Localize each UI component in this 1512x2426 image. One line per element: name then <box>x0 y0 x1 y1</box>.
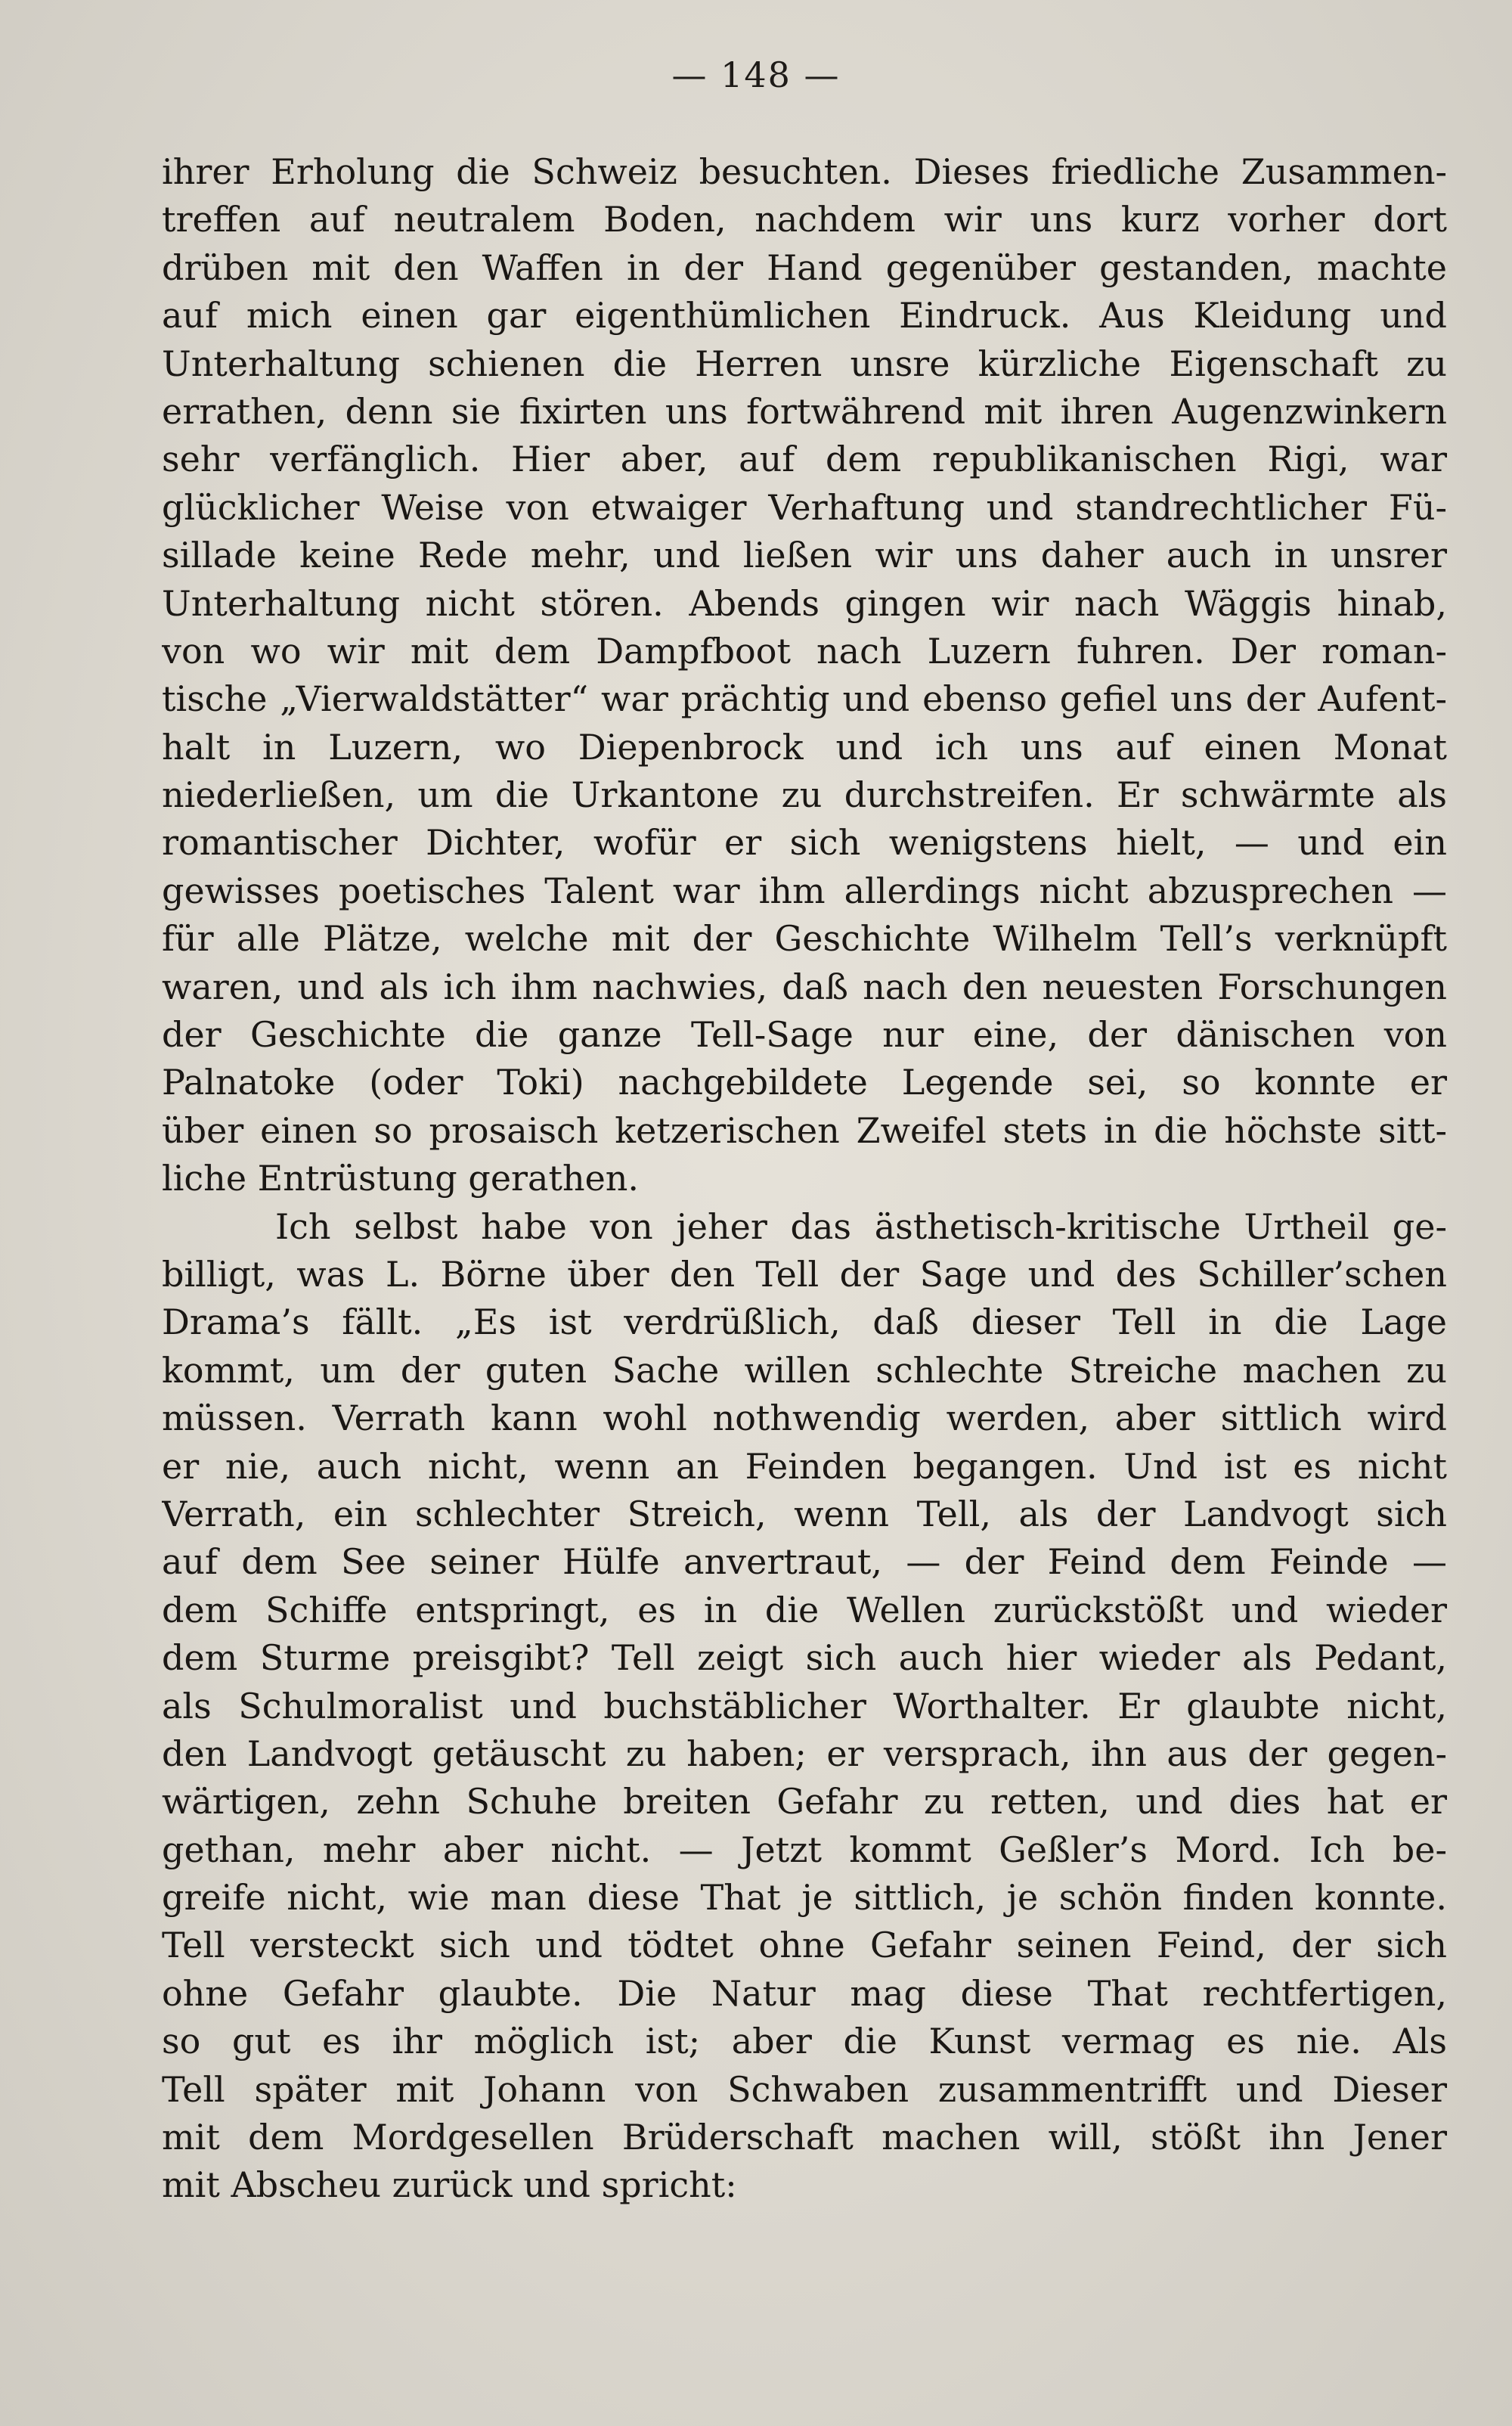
text-line: gewisses poetisches Talent war ihm allerdings nicht abzusprechen — <box>162 870 1447 911</box>
text-line: gethan, mehr aber nicht. — Jetzt kommt Geßler’s Mord. Ich be- <box>162 1829 1447 1870</box>
text-line: kommt, um der guten Sache willen schlechte Streiche machen zu <box>162 1349 1447 1391</box>
text-line: dem Schiffe entspringt, es in die Wellen zurückstößt und wieder <box>162 1589 1447 1630</box>
text-line: niederließen, um die Urkantone zu durchstreifen. Er schwärmte als <box>162 774 1447 816</box>
text-line: wärtigen, zehn Schuhe breiten Gefahr zu retten, und dies hat er <box>162 1781 1447 1823</box>
text-line: der Geschichte die ganze Tell-Sage nur eine, der dänischen von <box>162 1014 1447 1056</box>
text-line: treffen auf neutralem Boden, nachdem wir uns kurz vorher dort <box>162 199 1447 240</box>
text-line: tische „Vierwaldstätter“ war prächtig und ebenso gefiel uns der Aufent- <box>162 678 1447 720</box>
text-line: so gut es ihr möglich ist; aber die Kunst vermag es nie. Als <box>162 2021 1447 2062</box>
text-line: ihrer Erholung die Schweiz besuchten. Dieses friedliche Zusammen- <box>162 151 1447 192</box>
page-number: — 148 — <box>671 54 841 95</box>
text-line: Tell später mit Johann von Schwaben zusammentrifft und Dieser <box>162 2068 1447 2110</box>
text-line: Ich selbst habe von jeher das ästhetisch-kritische Urtheil ge- <box>275 1205 1447 1247</box>
text-line: auf dem See seiner Hülfe anvertraut, — der Feind dem Feinde — <box>162 1541 1447 1583</box>
text-line: den Landvogt getäuscht zu haben; er versprach, ihn aus der gegen- <box>162 1733 1447 1774</box>
text-line: als Schulmoralist und buchstäblicher Worthalter. Er glaubte nicht, <box>162 1685 1447 1726</box>
text-line: halt in Luzern, wo Diepenbrock und ich uns auf einen Monat <box>162 726 1447 768</box>
text-line: für alle Plätze, welche mit der Geschichte Wilhelm Tell’s verknüpft <box>162 918 1447 960</box>
text-line: müssen. Verrath kann wohl nothwendig werden, aber sittlich wird <box>162 1398 1447 1439</box>
text-line: glücklicher Weise von etwaiger Verhaftung und standrechtlicher Fü- <box>162 486 1447 528</box>
text-line: ohne Gefahr glaubte. Die Natur mag diese That rechtfertigen, <box>162 1972 1447 2014</box>
text-line: sillade keine Rede mehr, und ließen wir uns daher auch in unsrer <box>162 535 1447 576</box>
text-line: mit Abscheu zurück und spricht: <box>162 2164 737 2206</box>
text-line: Unterhaltung schienen die Herren unsre kürzliche Eigenschaft zu <box>162 343 1447 384</box>
text-line: auf mich einen gar eigenthümlichen Eindruck. Aus Kleidung und <box>162 295 1447 337</box>
text-line: Tell versteckt sich und tödtet ohne Gefahr seinen Feind, der sich <box>162 1925 1447 1966</box>
text-line: greife nicht, wie man diese That je sittlich, je schön finden konnte. <box>162 1877 1447 1919</box>
text-line: romantischer Dichter, wofür er sich wenigstens hielt, — und ein <box>162 822 1447 864</box>
text-line: drüben mit den Waffen in der Hand gegenüber gestanden, machte <box>162 247 1447 288</box>
text-line: billigt, was L. Börne über den Tell der Sage und des Schiller’schen <box>162 1253 1447 1295</box>
text-line: waren, und als ich ihm nachwies, daß nach den neuesten Forschungen <box>162 966 1447 1007</box>
text-line: liche Entrüstung gerathen. <box>162 1158 640 1199</box>
text-line: von wo wir mit dem Dampfboot nach Luzern fuhren. Der roman- <box>162 630 1447 672</box>
text-line: errathen, denn sie fixirten uns fortwährend mit ihren Augenzwinkern <box>162 390 1447 432</box>
text-line: dem Sturme preisgibt? Tell zeigt sich auch hier wieder als Pedant, <box>162 1637 1447 1679</box>
text-line: über einen so prosaisch ketzerischen Zweifel stets in die höchste sitt- <box>162 1109 1447 1151</box>
text-line: Palnatoke (oder Toki) nachgebildete Legende sei, so konnte er <box>162 1062 1447 1103</box>
body-text <box>162 148 1447 2210</box>
text-line: Drama’s fällt. „Es ist verdrüßlich, daß dieser Tell in die Lage <box>162 1301 1447 1343</box>
text-line: Unterhaltung nicht stören. Abends gingen wir nach Wäggis hinab, <box>162 582 1447 624</box>
text-line: mit dem Mordgesellen Brüderschaft machen will, stößt ihn Jener <box>162 2117 1447 2158</box>
text-line: er nie, auch nicht, wenn an Feinden begangen. Und ist es nicht <box>162 1445 1447 1487</box>
text-line: Verrath, ein schlechter Streich, wenn Tell, als der Landvogt sich <box>162 1493 1447 1534</box>
text-line: sehr verfänglich. Hier aber, auf dem republikanischen Rigi, war <box>162 439 1447 480</box>
